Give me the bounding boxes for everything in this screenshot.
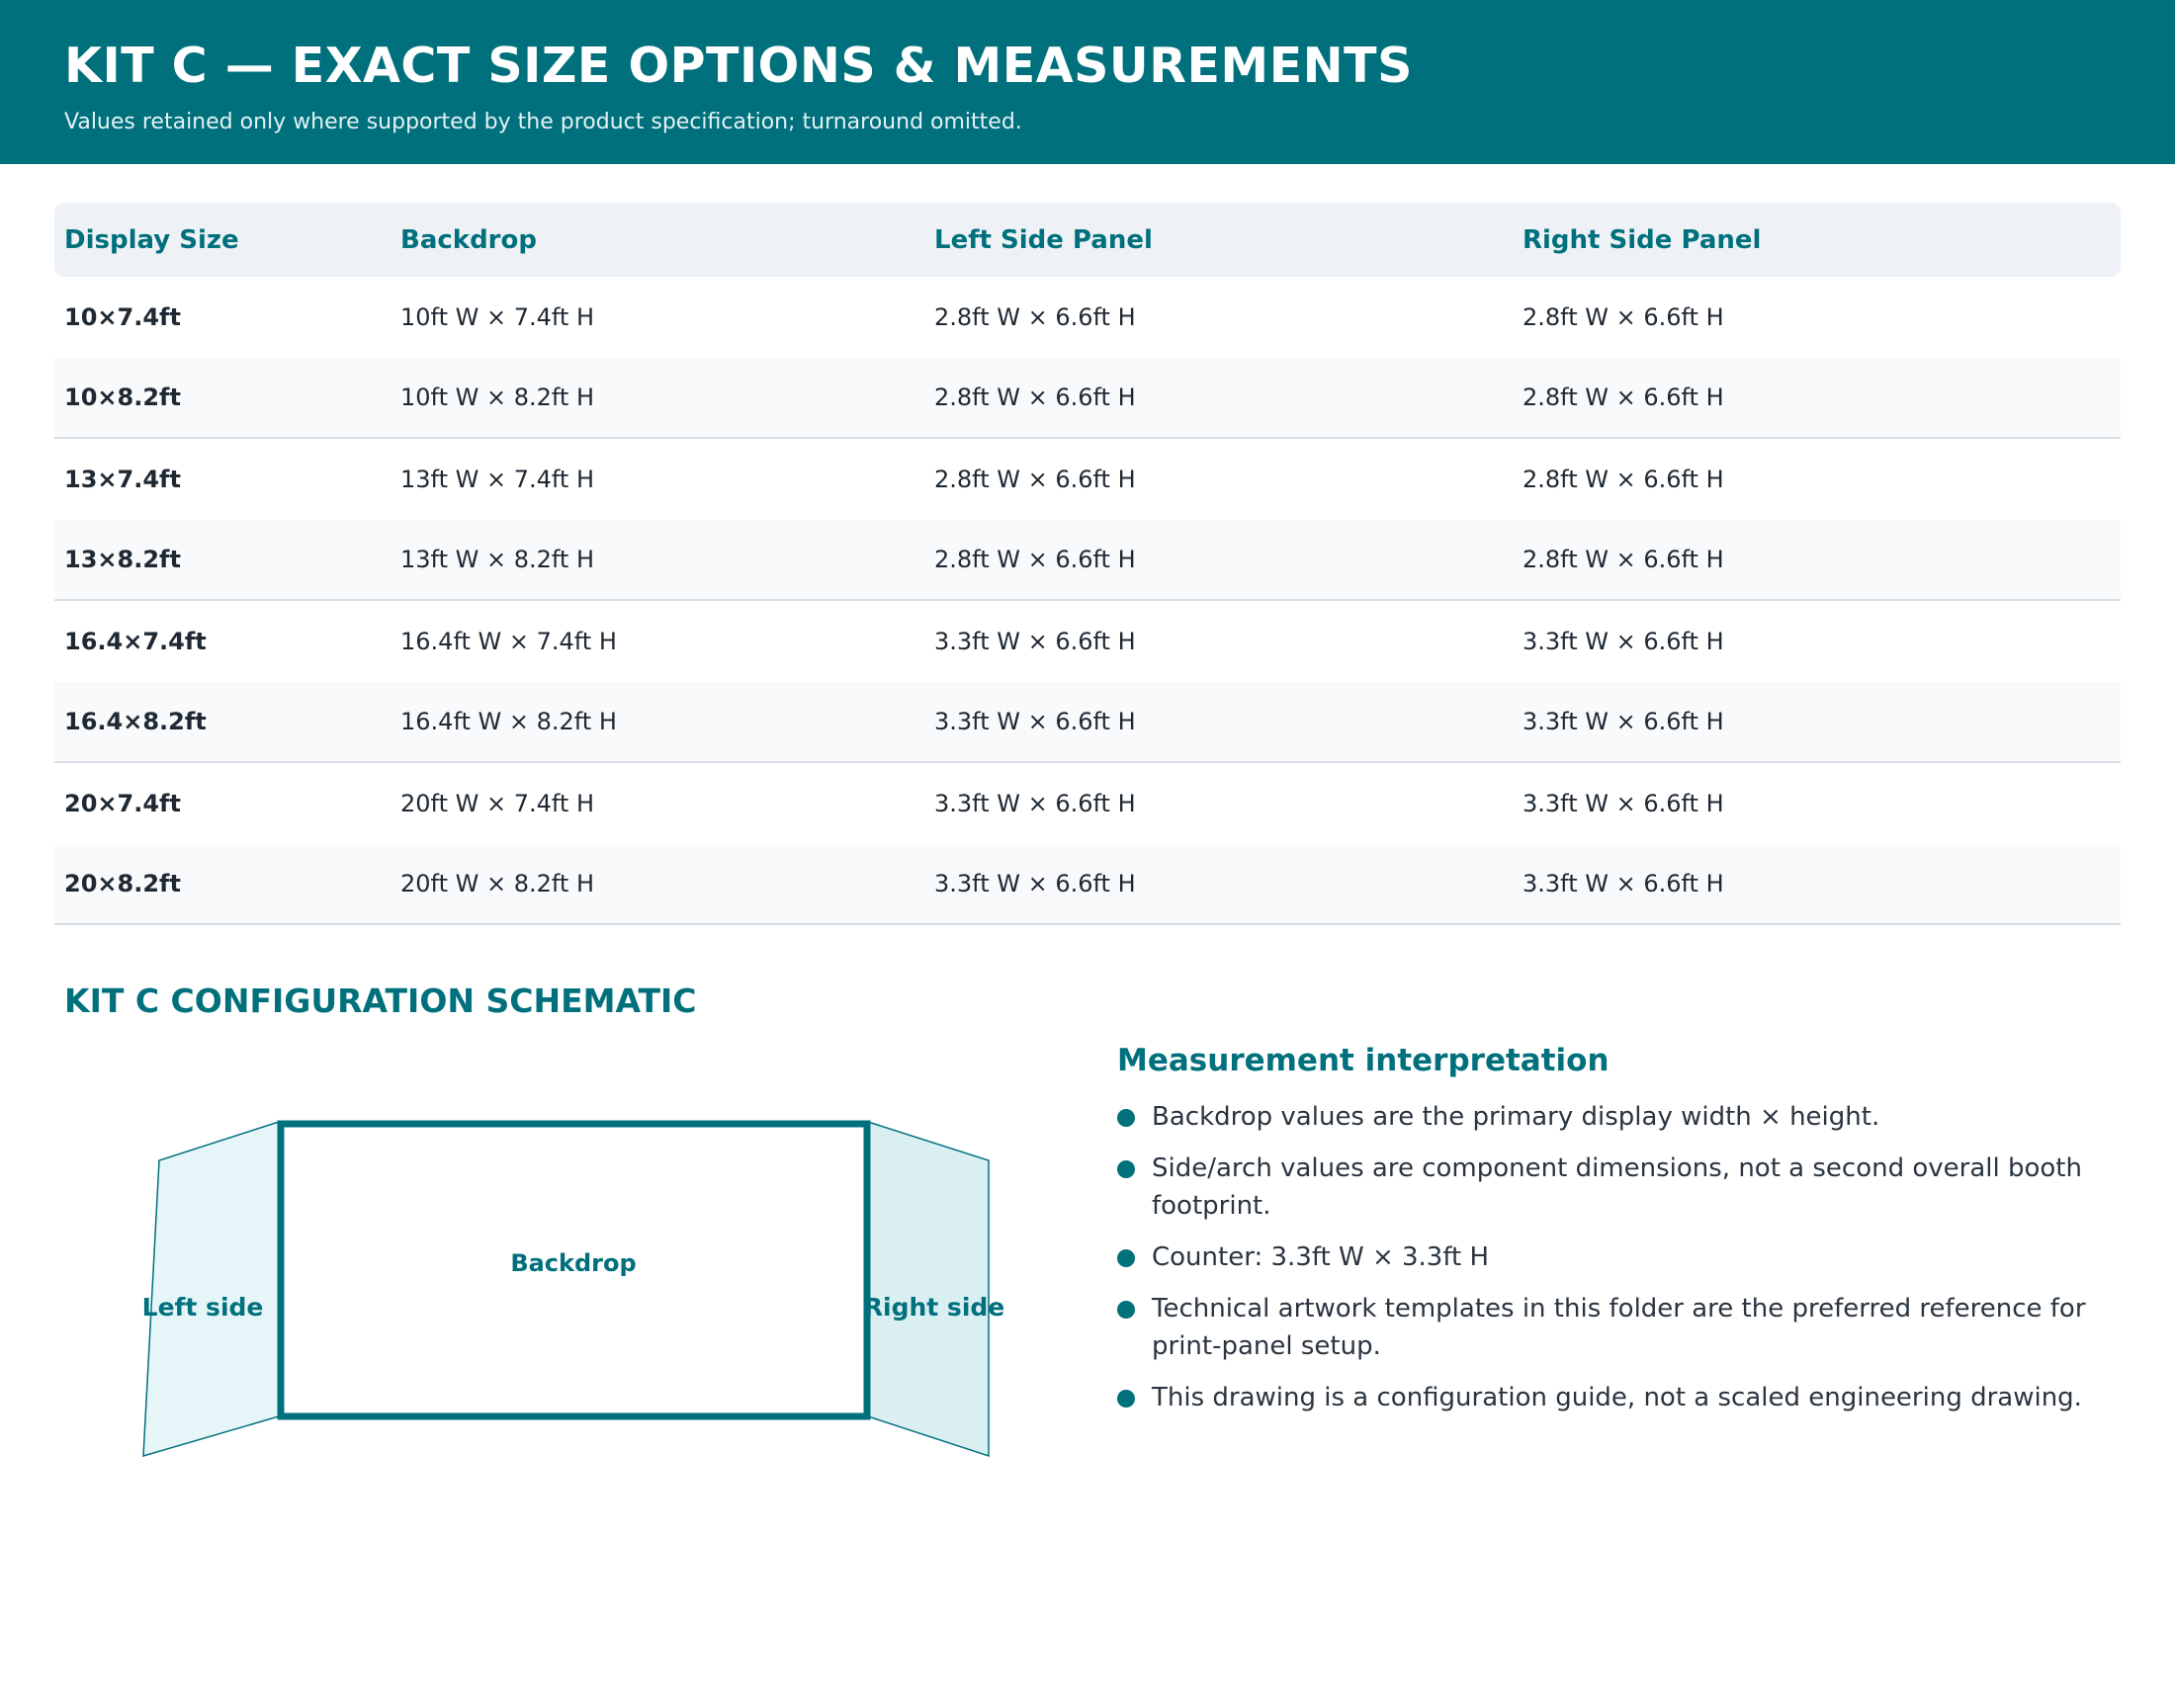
- bullet-icon: [1117, 1301, 1135, 1319]
- page-title: KIT C — EXACT SIZE OPTIONS & MEASUREMENTS: [64, 38, 1413, 94]
- cell-left-side-panel: 3.3ft W × 6.6ft H: [934, 628, 1136, 655]
- cell-display-size: 10×7.4ft: [64, 303, 181, 331]
- left-side-panel-shape: [143, 1122, 279, 1456]
- table-row: [54, 763, 2121, 844]
- table-row: [54, 439, 2121, 520]
- bullet-icon: [1117, 1109, 1135, 1127]
- list-item: [1117, 1150, 2135, 1225]
- cell-backdrop: 13ft W × 7.4ft H: [400, 466, 594, 493]
- table-row: [54, 520, 2121, 601]
- configuration-schematic: [119, 1102, 1028, 1488]
- cell-display-size: 16.4×7.4ft: [64, 628, 207, 655]
- notes-heading: Measurement interpretation: [1117, 1043, 1610, 1078]
- cell-display-size: 10×8.2ft: [64, 384, 181, 411]
- table-header: [54, 203, 2121, 277]
- bullet-icon: [1117, 1160, 1135, 1178]
- cell-right-side-panel: 2.8ft W × 6.6ft H: [1522, 384, 1724, 411]
- column-header-right-side-panel: Right Side Panel: [1522, 224, 1762, 255]
- list-item: [1117, 1098, 2135, 1136]
- table-row: [54, 601, 2121, 682]
- cell-backdrop: 10ft W × 8.2ft H: [400, 384, 594, 411]
- bullet-icon: [1117, 1390, 1135, 1408]
- cell-backdrop: 13ft W × 8.2ft H: [400, 546, 594, 573]
- cell-left-side-panel: 2.8ft W × 6.6ft H: [934, 466, 1136, 493]
- column-header-backdrop: Backdrop: [400, 224, 537, 255]
- cell-display-size: 13×8.2ft: [64, 546, 181, 573]
- list-item: [1117, 1238, 2135, 1276]
- column-header-display-size: Display Size: [64, 224, 239, 255]
- page-header: [0, 0, 2175, 164]
- cell-display-size: 16.4×8.2ft: [64, 708, 207, 735]
- note-text: Counter: 3.3ft W × 3.3ft H: [1152, 1242, 1490, 1272]
- right-side-label: Right side: [863, 1293, 1005, 1322]
- cell-backdrop: 20ft W × 7.4ft H: [400, 790, 594, 817]
- cell-right-side-panel: 3.3ft W × 6.6ft H: [1522, 708, 1724, 735]
- table-row: [54, 844, 2121, 925]
- list-item: [1117, 1379, 2135, 1416]
- left-side-label: Left side: [141, 1293, 264, 1322]
- table-row: [54, 682, 2121, 763]
- schematic-title: KIT C CONFIGURATION SCHEMATIC: [64, 982, 697, 1020]
- cell-left-side-panel: 3.3ft W × 6.6ft H: [934, 790, 1136, 817]
- note-text: This drawing is a configuration guide, not a scaled engineering drawing.: [1152, 1383, 2082, 1412]
- cell-backdrop: 16.4ft W × 8.2ft H: [400, 708, 617, 735]
- cell-display-size: 13×7.4ft: [64, 466, 181, 493]
- cell-right-side-panel: 3.3ft W × 6.6ft H: [1522, 790, 1724, 817]
- table-row: [54, 358, 2121, 439]
- table-row: [54, 277, 2121, 358]
- list-item: [1117, 1290, 2135, 1365]
- right-side-panel-shape: [868, 1122, 989, 1456]
- cell-right-side-panel: 3.3ft W × 6.6ft H: [1522, 628, 1724, 655]
- cell-left-side-panel: 2.8ft W × 6.6ft H: [934, 384, 1136, 411]
- measurement-notes: [1117, 1043, 2135, 1430]
- cell-backdrop: 10ft W × 7.4ft H: [400, 303, 594, 331]
- backdrop-label: Backdrop: [510, 1249, 637, 1277]
- cell-display-size: 20×7.4ft: [64, 790, 181, 817]
- cell-backdrop: 16.4ft W × 7.4ft H: [400, 628, 617, 655]
- note-text: Side/arch values are component dimensions, not a second overall booth footprint.: [1152, 1153, 2082, 1221]
- bullet-icon: [1117, 1249, 1135, 1267]
- cell-display-size: 20×8.2ft: [64, 870, 181, 897]
- cell-backdrop: 20ft W × 8.2ft H: [400, 870, 594, 897]
- cell-left-side-panel: 2.8ft W × 6.6ft H: [934, 303, 1136, 331]
- cell-left-side-panel: 2.8ft W × 6.6ft H: [934, 546, 1136, 573]
- column-header-left-side-panel: Left Side Panel: [934, 224, 1153, 255]
- cell-right-side-panel: 2.8ft W × 6.6ft H: [1522, 466, 1724, 493]
- notes-list: [1117, 1098, 2135, 1416]
- cell-right-side-panel: 2.8ft W × 6.6ft H: [1522, 303, 1724, 331]
- cell-right-side-panel: 2.8ft W × 6.6ft H: [1522, 546, 1724, 573]
- page-subtitle: Values retained only where supported by the product specification; turnaround omitted.: [64, 110, 1022, 134]
- cell-right-side-panel: 3.3ft W × 6.6ft H: [1522, 870, 1724, 897]
- cell-left-side-panel: 3.3ft W × 6.6ft H: [934, 708, 1136, 735]
- note-text: Backdrop values are the primary display width × height.: [1152, 1102, 1880, 1132]
- size-options-table: [54, 203, 2121, 925]
- cell-left-side-panel: 3.3ft W × 6.6ft H: [934, 870, 1136, 897]
- note-text: Technical artwork templates in this folder are the preferred reference for print-panel setup.: [1152, 1294, 2086, 1361]
- table-body: [54, 277, 2121, 925]
